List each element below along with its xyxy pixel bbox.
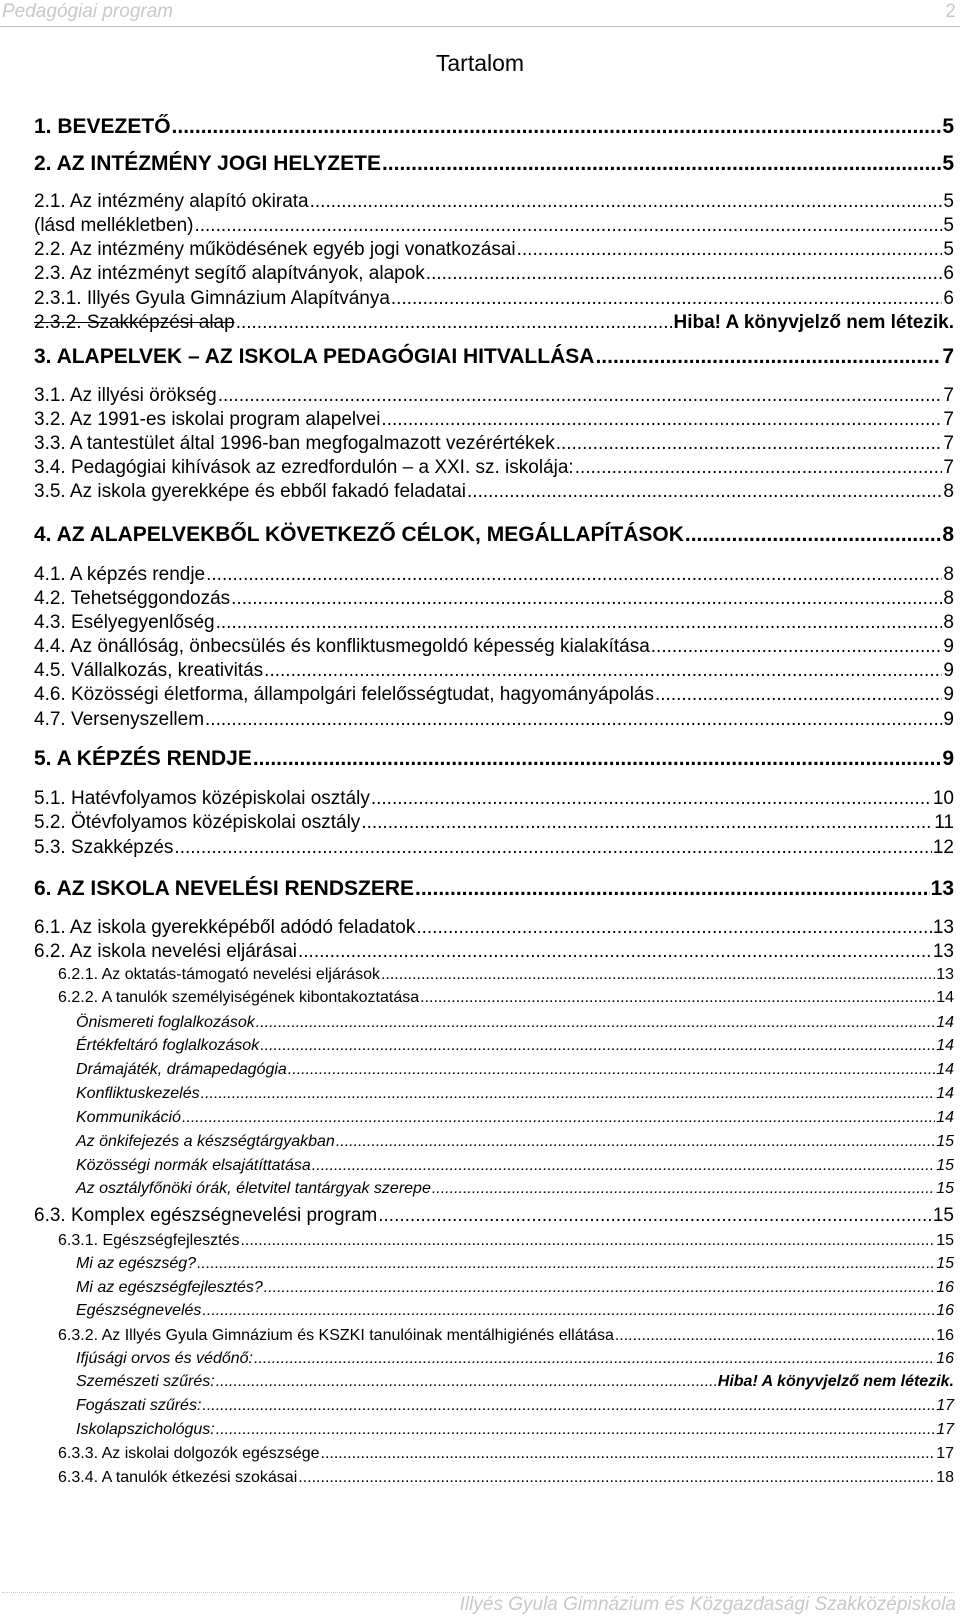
toc-entry-page: 15 — [932, 1205, 954, 1226]
toc-entry-page: 15 — [936, 1232, 954, 1249]
toc-entry-title: 2.3. Az intézményt segítő alapítványok, alapok — [34, 263, 425, 284]
toc-entry[interactable] — [34, 115, 954, 139]
toc-entry[interactable] — [34, 709, 954, 731]
toc-entry[interactable] — [34, 684, 954, 706]
toc-entry-page: 13 — [930, 877, 954, 900]
toc-dot-leader — [174, 837, 931, 859]
toc-entry-title: Kommunikáció — [76, 1109, 181, 1126]
toc-dot-leader — [467, 481, 942, 503]
toc-dot-leader — [312, 1157, 935, 1175]
toc-entry-title: 3.5. Az iskola gyerekképe és ebből fakadó feladatai — [34, 481, 467, 502]
toc-entry[interactable] — [76, 1350, 954, 1368]
toc-entry-page: 14 — [936, 989, 954, 1006]
toc-entry-title: Mi az egészség? — [76, 1255, 197, 1272]
toc-entry[interactable] — [76, 1397, 954, 1415]
toc-entry-title: Iskolapszichológus: — [76, 1421, 215, 1438]
toc-entry-title: 6.2.2. A tanulók személyiségének kibontakoztatása — [58, 989, 420, 1006]
toc-entry-title: 5. A KÉPZÉS RENDJE — [34, 747, 252, 770]
toc-entry-title: Egészségnevelés — [76, 1302, 202, 1319]
toc-entry-page: 8 — [942, 523, 954, 546]
toc-dot-leader — [260, 1037, 935, 1055]
toc-entry-title: Konfliktuskezelés — [76, 1085, 200, 1102]
toc-entry-title: 4.4. Az önállóság, önbecsülés és konfliktusmegoldó képesség kialakítása — [34, 636, 650, 657]
toc-dot-leader — [206, 564, 942, 586]
toc-entry-title: 5.2. Ötévfolyamos középiskolai osztály — [34, 812, 361, 833]
toc-entry-page: 13 — [936, 966, 954, 983]
toc-entry[interactable] — [34, 941, 954, 963]
toc-entry-title: Az önkifejezés a készségtárgyakban — [76, 1133, 335, 1150]
toc-entry-page: 7 — [943, 433, 954, 454]
footer-divider — [2, 1592, 954, 1593]
toc-entry-title: 4. AZ ALAPELVEKBŐL KÖVETKEZŐ CÉLOK, MEGÁLLAPÍTÁSOK — [34, 523, 684, 546]
toc-entry-title: Közösségi normák elsajátíttatása — [76, 1157, 311, 1174]
toc-entry[interactable] — [76, 1373, 954, 1391]
toc-dot-leader — [655, 684, 942, 706]
toc-dot-leader — [416, 917, 932, 939]
toc-dot-leader — [361, 812, 933, 834]
toc-entry-page: 9 — [943, 660, 954, 681]
page-header — [0, 0, 960, 27]
toc-dot-leader — [172, 115, 942, 139]
toc-entry-page: 7 — [943, 457, 954, 478]
toc-dot-leader — [202, 1302, 935, 1320]
toc-entry-title: 3.3. A tantestület által 1996-ban megfogalmazott vezérértékek — [34, 433, 555, 454]
toc-entry-page: 11 — [934, 812, 954, 833]
toc-entry[interactable] — [34, 345, 954, 369]
toc-entry-page: 7 — [943, 385, 954, 406]
toc-entry-title: Értékfeltáró foglalkozások — [76, 1037, 260, 1054]
toc-entry-page: 14 — [936, 1014, 954, 1031]
toc-dot-leader — [651, 636, 943, 658]
toc-dot-leader — [231, 588, 942, 610]
toc-dot-leader — [685, 523, 941, 547]
toc-entry-page: 16 — [936, 1327, 954, 1344]
toc-dot-leader — [216, 1373, 717, 1391]
toc-entry-title: 6.2. Az iskola nevelési eljárásai — [34, 941, 297, 962]
toc-entry-page: 5 — [943, 191, 954, 212]
toc-dot-leader — [517, 239, 943, 261]
toc-entry-page: 16 — [936, 1279, 954, 1296]
toc-dot-leader — [216, 612, 943, 634]
toc-entry[interactable] — [34, 1205, 954, 1227]
toc-entry-page: 13 — [932, 941, 954, 962]
toc-dot-leader — [201, 1085, 936, 1103]
toc-dot-leader — [382, 152, 941, 176]
toc-dot-leader — [378, 1205, 932, 1227]
toc-entry-page: 14 — [936, 1109, 954, 1126]
toc-entry[interactable] — [76, 1014, 954, 1032]
toc-entry-title: Szemészeti szűrés: — [76, 1373, 215, 1390]
toc-entry[interactable] — [34, 788, 954, 810]
toc-entry-page: 14 — [936, 1037, 954, 1054]
toc-entry[interactable] — [34, 812, 954, 834]
toc-entry-page: 15 — [936, 1133, 954, 1150]
toc-entry[interactable] — [34, 564, 954, 586]
toc-dot-leader — [298, 941, 932, 963]
toc-entry[interactable] — [34, 152, 954, 176]
toc-entry-title: 6.3.3. Az iskolai dolgozók egészsége — [58, 1445, 320, 1462]
toc-dot-leader — [615, 1327, 935, 1345]
toc-entry-page: 16 — [936, 1350, 954, 1367]
toc-entry-page: 8 — [943, 588, 954, 609]
toc-entry-title: Önismereti foglalkozások — [76, 1014, 255, 1031]
toc-entry[interactable] — [76, 1133, 954, 1151]
toc-entry-page: 5 — [942, 115, 954, 138]
toc-entry-page: 12 — [932, 837, 954, 858]
toc-entry-page: 6 — [943, 288, 954, 309]
toc-entry-title: 6.3.1. Egészségfejlesztés — [58, 1232, 240, 1249]
toc-entry-title: 6.3. Komplex egészségnevelési program — [34, 1205, 378, 1226]
toc-entry-title: Az osztályfőnöki órák, életvitel tantárgyak szerepe — [76, 1180, 431, 1197]
toc-dot-leader — [556, 433, 943, 455]
toc-entry-page: 5 — [943, 239, 954, 260]
toc-dot-leader — [182, 1109, 935, 1127]
toc-entry-title: 4.7. Versenyszellem — [34, 709, 205, 730]
toc-entry-title: 2.3.2. Szakképzési alap — [34, 312, 235, 333]
toc-entry-page: Hiba! A könyvjelző nem létezik. — [673, 312, 954, 333]
toc-entry[interactable] — [34, 636, 954, 658]
toc-entry-page: 14 — [936, 1061, 954, 1078]
toc-entry[interactable] — [58, 1232, 954, 1250]
toc-entry[interactable] — [34, 523, 954, 547]
toc-entry-title: 6. AZ ISKOLA NEVELÉSI RENDSZERE — [34, 877, 414, 900]
toc-entry[interactable] — [58, 1445, 954, 1463]
toc-entry-page: 5 — [943, 215, 954, 236]
toc-dot-leader — [595, 345, 941, 369]
toc-entry-page: 8 — [943, 612, 954, 633]
toc-entry[interactable] — [34, 385, 954, 407]
toc-dot-leader — [216, 1421, 935, 1439]
toc-entry[interactable] — [34, 612, 954, 634]
toc-entry[interactable] — [76, 1157, 954, 1175]
toc-dot-leader — [321, 1445, 936, 1463]
toc-dot-leader — [218, 385, 943, 407]
toc-dot-leader — [391, 288, 943, 310]
toc-dot-leader — [371, 788, 932, 810]
toc-dot-leader — [381, 966, 935, 984]
toc-entry-title: 4.5. Vállalkozás, kreativitás — [34, 660, 264, 681]
toc-entry-page: 8 — [943, 481, 954, 502]
toc-entry-page: 15 — [936, 1180, 954, 1197]
toc-dot-leader — [254, 1350, 935, 1368]
toc-entry-title: 3.4. Pedagógiai kihívások az ezredfordulón – a XXI. sz. iskolája: — [34, 457, 574, 478]
toc-entry[interactable] — [76, 1109, 954, 1127]
toc-entry-page: 14 — [936, 1085, 954, 1102]
toc-dot-leader — [310, 191, 943, 213]
toc-entry[interactable] — [34, 588, 954, 610]
toc-entry-page: 17 — [936, 1445, 954, 1462]
toc-entry[interactable] — [34, 312, 954, 334]
toc-entry-title: (lásd mellékletben) — [34, 215, 194, 236]
toc-entry[interactable] — [34, 433, 954, 455]
toc-entry-page: 9 — [942, 747, 954, 770]
toc-entry[interactable] — [34, 917, 954, 939]
toc-entry-title: 2.3.1. Illyés Gyula Gimnázium Alapítványa — [34, 288, 390, 309]
toc-entry-page: 8 — [943, 564, 954, 585]
toc-entry-title: 5.1. Hatévfolyamos középiskolai osztály — [34, 788, 370, 809]
toc-entry-page: 9 — [943, 684, 954, 705]
toc-dot-leader — [420, 989, 935, 1007]
toc-entry-title: 6.2.1. Az oktatás-támogató nevelési eljárások — [58, 966, 380, 983]
toc-entry-page: 18 — [936, 1469, 954, 1486]
toc-entry[interactable] — [76, 1421, 954, 1439]
toc-entry-page: 17 — [936, 1397, 954, 1414]
toc-entry[interactable] — [58, 1327, 954, 1345]
toc-entry-title: 4.2. Tehetséggondozás — [34, 588, 231, 609]
toc-dot-leader — [194, 215, 942, 237]
toc-dot-leader — [197, 1255, 935, 1273]
toc-entry-title: Fogászati szűrés: — [76, 1397, 202, 1414]
toc-entry-page: 9 — [943, 636, 954, 657]
toc-dot-leader — [240, 1232, 935, 1250]
header-page-number: 2 — [945, 1, 956, 22]
toc-dot-leader — [202, 1397, 935, 1415]
toc-dot-leader — [236, 312, 673, 334]
toc-entry-title: 4.3. Esélyegyenlőség — [34, 612, 215, 633]
toc-entry[interactable] — [34, 191, 954, 213]
toc-entry[interactable] — [76, 1037, 954, 1055]
toc-entry-title: 5.3. Szakképzés — [34, 837, 174, 858]
toc-entry-title: 6.3.4. A tanulók étkezési szokásai — [58, 1469, 298, 1486]
toc-entry-page: 7 — [943, 409, 954, 430]
toc-entry-title: 4.6. Közösségi életforma, állampolgári felelősségtudat, hagyományápolás — [34, 684, 654, 705]
toc-entry-title: 2.1. Az intézmény alapító okirata — [34, 191, 309, 212]
toc-entry-title: Drámajáték, drámapedagógia — [76, 1061, 287, 1078]
toc-entry[interactable] — [58, 1469, 954, 1487]
toc-entry[interactable] — [76, 1061, 954, 1079]
toc-title: Tartalom — [435, 50, 525, 76]
toc-entry-title: 2. AZ INTÉZMÉNY JOGI HELYZETE — [34, 152, 381, 175]
toc-entry[interactable] — [76, 1255, 954, 1273]
toc-entry[interactable] — [76, 1085, 954, 1103]
toc-dot-leader — [336, 1133, 935, 1151]
toc-entry-title: 6.3.2. Az Illyés Gyula Gimnázium és KSZKI tanulóinak mentálhigiénés ellátása — [58, 1327, 614, 1344]
toc-entry[interactable] — [34, 215, 954, 237]
toc-dot-leader — [264, 660, 942, 682]
toc-entry-page: 16 — [936, 1302, 954, 1319]
toc-dot-leader — [205, 709, 942, 731]
toc-dot-leader — [253, 747, 941, 771]
toc-entry-page: 15 — [936, 1255, 954, 1272]
toc-entry[interactable] — [34, 747, 954, 771]
toc-dot-leader — [432, 1180, 935, 1198]
toc-dot-leader — [256, 1014, 935, 1032]
toc-entry-page: 7 — [942, 345, 954, 368]
toc-dot-leader — [426, 263, 943, 285]
toc-dot-leader — [264, 1279, 935, 1297]
toc-entry-page: 13 — [932, 917, 954, 938]
toc-entry[interactable] — [76, 1279, 954, 1297]
toc-entry[interactable] — [58, 989, 954, 1007]
toc-entry-title: 3.1. Az illyési örökség — [34, 385, 217, 406]
toc-entry[interactable] — [76, 1180, 954, 1198]
toc-entry-page: Hiba! A könyvjelző nem létezik. — [717, 1373, 954, 1390]
toc-entry-title: 4.1. A képzés rendje — [34, 564, 206, 585]
toc-entry[interactable] — [34, 409, 954, 431]
toc-entry-title: Ifjúsági orvos és védőnő: — [76, 1350, 253, 1367]
toc-entry[interactable] — [34, 457, 954, 479]
toc-dot-leader — [381, 409, 942, 431]
toc-entry-page: 15 — [936, 1157, 954, 1174]
toc-entry-page: 10 — [932, 788, 954, 809]
toc-entry-page: 6 — [943, 263, 954, 284]
toc-entry[interactable] — [34, 481, 954, 503]
page-footer: Illyés Gyula Gimnázium és Közgazdasági Szakközépiskola — [459, 1594, 956, 1615]
header-document-title: Pedagógiai program — [2, 1, 174, 22]
toc-dot-leader — [288, 1061, 935, 1079]
toc-entry[interactable] — [34, 660, 954, 682]
toc-entry-title: 6.1. Az iskola gyerekképéből adódó feladatok — [34, 917, 416, 938]
toc-entry[interactable] — [34, 837, 954, 859]
toc-entry[interactable] — [58, 966, 954, 984]
toc-entry-title: 1. BEVEZETŐ — [34, 115, 171, 138]
toc-entry[interactable] — [34, 288, 954, 310]
toc-entry-title: Mi az egészségfejlesztés? — [76, 1279, 263, 1296]
toc-dot-leader — [575, 457, 943, 479]
toc-entry-page: 5 — [942, 152, 954, 175]
toc-entry-page: 9 — [943, 709, 954, 730]
toc-entry-title: 3. ALAPELVEK – AZ ISKOLA PEDAGÓGIAI HITVALLÁSA — [34, 345, 595, 368]
toc-entry-page: 17 — [936, 1421, 954, 1438]
toc-entry[interactable] — [76, 1302, 954, 1320]
toc-entry[interactable] — [34, 239, 954, 261]
toc-dot-leader — [298, 1469, 935, 1487]
toc-entry-title: 3.2. Az 1991-es iskolai program alapelvei — [34, 409, 381, 430]
toc-entry[interactable] — [34, 263, 954, 285]
toc-dot-leader — [415, 877, 930, 901]
toc-entry[interactable] — [34, 877, 954, 901]
toc-entry-title: 2.2. Az intézmény működésének egyéb jogi vonatkozásai — [34, 239, 516, 260]
